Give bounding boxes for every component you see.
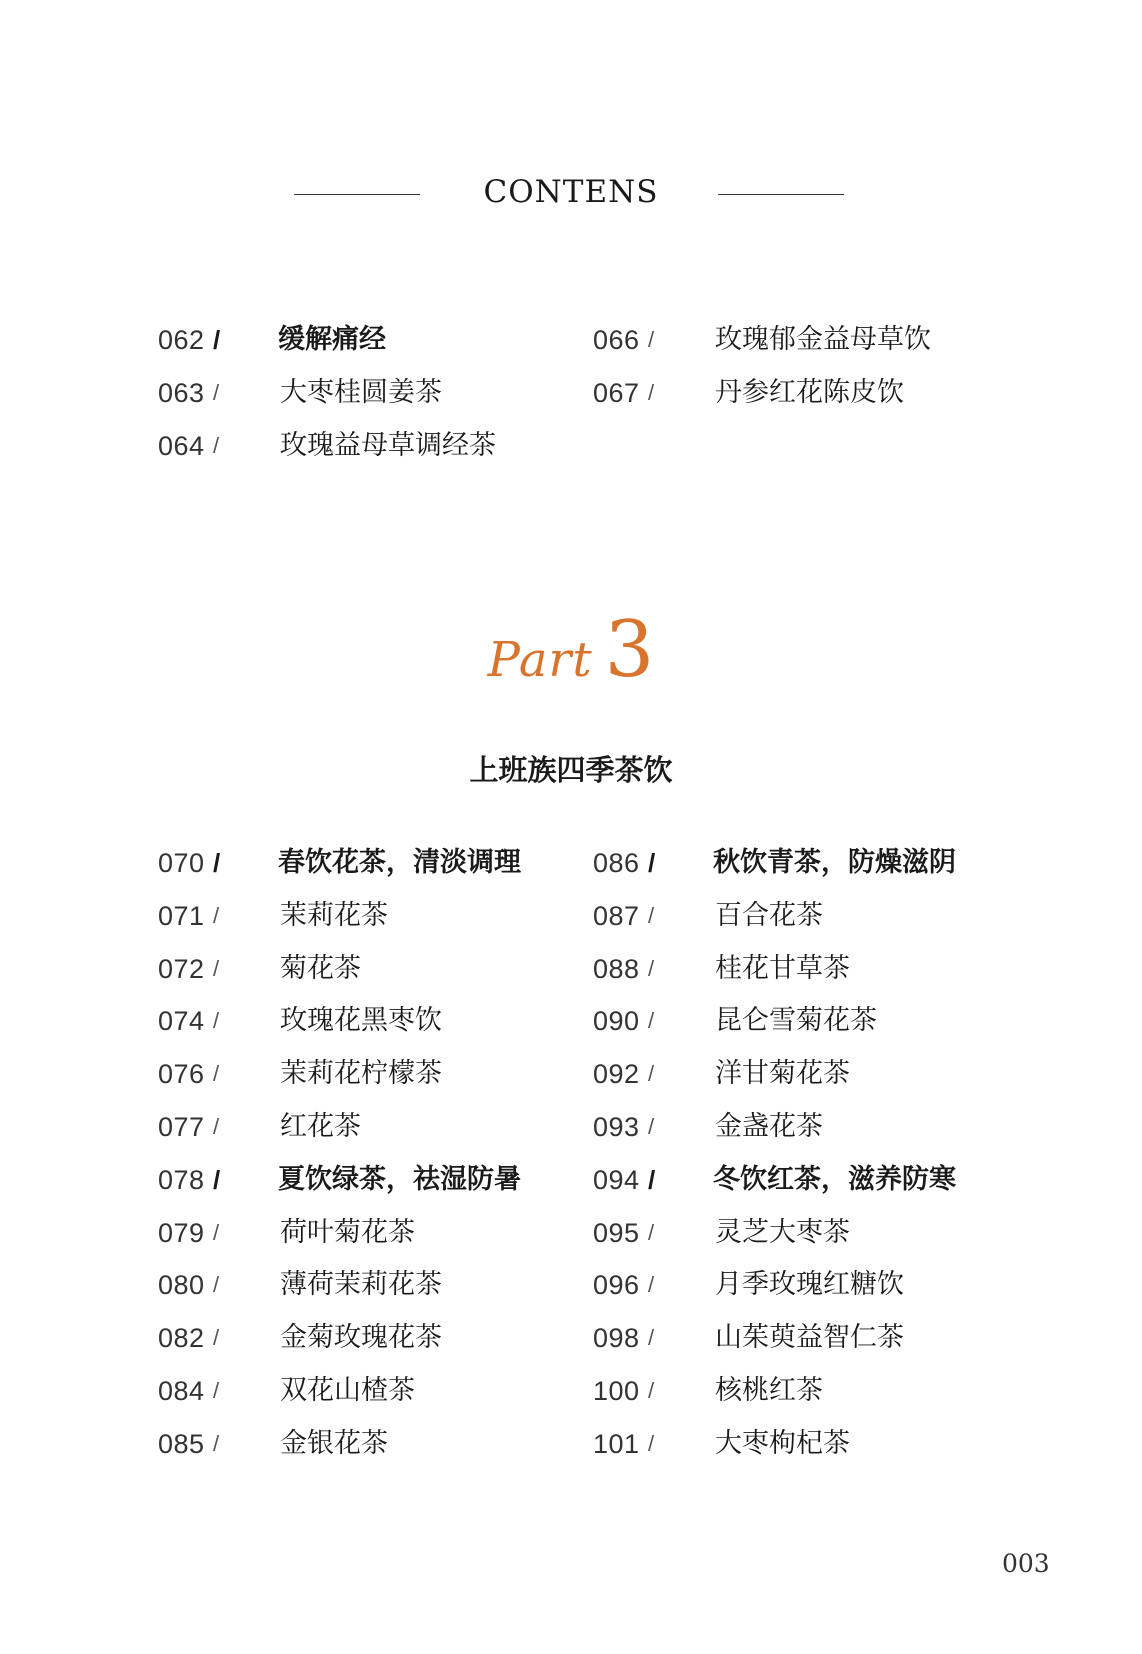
toc-entry-title: 大枣桂圆姜茶: [280, 377, 442, 408]
toc-entry-title: 茉莉花柠檬茶: [280, 1058, 442, 1090]
toc-entry-page: 090: [593, 1006, 640, 1037]
toc-entry-separator: /: [213, 1272, 220, 1298]
toc-entry-separator: /: [648, 1114, 655, 1139]
toc-entry-separator: /: [648, 1061, 655, 1087]
toc-entry-separator: /: [648, 327, 655, 352]
toc-entry-page: 064: [158, 431, 205, 461]
toc-entry-heading: 春饮花茶，清淡调理: [278, 847, 521, 878]
toc-entry-page: 094: [593, 1164, 640, 1195]
toc-entry-title: 山茱萸益智仁茶: [715, 1322, 904, 1354]
toc-entry-page: 100: [593, 1376, 640, 1406]
toc-entry-heading: 冬饮红茶，滋养防寒: [713, 1163, 956, 1195]
toc-entry-page: 071: [158, 900, 205, 931]
toc-entry-separator: /: [648, 1008, 655, 1034]
toc-entry-title: 红花茶: [280, 1111, 361, 1142]
part-number: 3: [604, 605, 655, 695]
toc-entry-title: 金银花茶: [280, 1427, 388, 1459]
toc-entry-title: 丹参红花陈皮饮: [715, 377, 904, 408]
toc-entry-title: 大枣枸杞茶: [715, 1427, 850, 1459]
toc-entry-title: 金菊玫瑰花茶: [280, 1322, 442, 1354]
toc-entry-separator: /: [213, 1219, 220, 1245]
toc-entry-title: 月季玫瑰红糖饮: [715, 1269, 904, 1301]
toc-entry-separator: /: [648, 380, 655, 405]
toc-entry-title: 玫瑰花黑枣饮: [280, 1005, 442, 1037]
toc-entry-title: 茉莉花茶: [280, 899, 388, 931]
toc-entry-separator: /: [648, 1325, 655, 1351]
toc-entry-page: 079: [158, 1217, 205, 1248]
page-title: CONTENS: [483, 174, 659, 210]
toc-entry-page: 086: [593, 848, 640, 878]
toc-entry-title: 桂花甘草茶: [715, 952, 850, 984]
header-rule-right: [718, 194, 844, 195]
toc-entry-page: 076: [158, 1059, 205, 1090]
toc-entry-page: 085: [158, 1428, 205, 1459]
toc-entry-separator: /: [648, 1272, 655, 1298]
toc-entry-page: 084: [158, 1376, 205, 1406]
toc-entry-page: 063: [158, 378, 205, 408]
part-subtitle: 上班族四季茶饮: [469, 753, 673, 787]
toc-entry-separator: /: [213, 1325, 220, 1351]
toc-entry-page: 066: [593, 325, 640, 355]
toc-entry-separator: /: [213, 1061, 220, 1087]
toc-entry-title: 核桃红茶: [715, 1375, 823, 1406]
toc-entry-page: 087: [593, 900, 640, 931]
toc-entry-page: 077: [158, 1112, 205, 1142]
toc-entry-heading: 缓解痛经: [278, 324, 386, 355]
toc-entry-page: 074: [158, 1006, 205, 1037]
toc-entry-page: 080: [158, 1270, 205, 1301]
toc-entry-separator: /: [648, 848, 656, 878]
toc-entry-title: 薄荷茉莉花茶: [280, 1269, 442, 1301]
toc-entry-separator: /: [648, 1430, 655, 1456]
part-heading: [0, 605, 1142, 695]
toc-entry-page: 078: [158, 1164, 205, 1195]
toc-header: [0, 168, 1142, 228]
toc-entry-page: 098: [593, 1323, 640, 1354]
toc-entry-heading: 夏饮绿茶，祛湿防暑: [278, 1163, 521, 1195]
toc-entry-separator: /: [648, 955, 655, 981]
toc-entry-page: 095: [593, 1217, 640, 1248]
toc-entry-page: 070: [158, 848, 205, 878]
toc-entry-title: 昆仑雪菊花茶: [715, 1005, 877, 1037]
toc-entry-separator: /: [213, 955, 220, 981]
toc-entry-separator: /: [213, 902, 220, 928]
toc-entry-page: 096: [593, 1270, 640, 1301]
toc-entry-separator: /: [648, 902, 655, 928]
toc-entry-title: 荷叶菊花茶: [280, 1216, 415, 1248]
toc-entry-title: 金盏花茶: [715, 1111, 823, 1142]
toc-entry-separator: /: [213, 325, 221, 355]
toc-entry-title: 玫瑰郁金益母草饮: [715, 324, 931, 355]
toc-entry-separator: /: [648, 1378, 655, 1403]
toc-entry-title: 双花山楂茶: [280, 1375, 415, 1406]
part-word: Part: [487, 632, 593, 688]
toc-entry-separator: /: [648, 1164, 656, 1195]
toc-entry-page: 092: [593, 1059, 640, 1090]
toc-entry-page: 101: [593, 1428, 640, 1459]
toc-entry-page: 072: [158, 953, 205, 984]
toc-entry-title: 洋甘菊花茶: [715, 1058, 850, 1090]
toc-entry-page: 067: [593, 378, 640, 408]
toc-entry-title: 百合花茶: [715, 899, 823, 931]
toc-entry-page: 062: [158, 325, 205, 355]
toc-entry-page: 088: [593, 953, 640, 984]
toc-entry-heading: 秋饮青茶，防燥滋阴: [713, 847, 956, 878]
toc-entry-separator: /: [213, 1378, 220, 1403]
toc-entry-separator: /: [213, 1008, 220, 1034]
toc-entry-separator: /: [213, 848, 221, 878]
toc-entry-title: 玫瑰益母草调经茶: [280, 430, 496, 461]
toc-entry-page: 082: [158, 1323, 205, 1354]
toc-entry-separator: /: [213, 1430, 220, 1456]
toc-entry-separator: /: [213, 433, 220, 458]
toc-entry-separator: /: [213, 1164, 221, 1195]
toc-entry-separator: /: [213, 1114, 220, 1139]
toc-entry-title: 灵芝大枣茶: [715, 1216, 850, 1248]
page-number: 003: [1002, 1549, 1050, 1578]
toc-entry-separator: /: [213, 380, 220, 405]
toc-entry-title: 菊花茶: [280, 952, 361, 984]
toc-entry-page: 093: [593, 1112, 640, 1142]
toc-entry-separator: /: [648, 1219, 655, 1245]
